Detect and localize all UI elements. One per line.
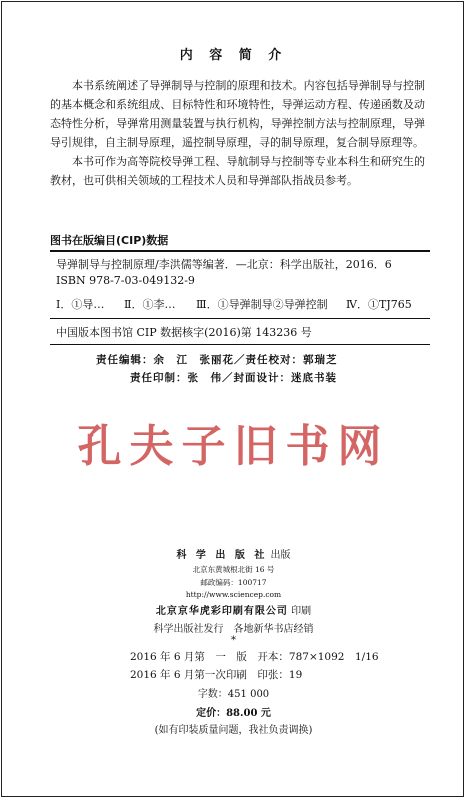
summary-title: 内 容 简 介 — [179, 48, 288, 63]
cip-isbn: ISBN 978-7-03-049132-9 — [56, 274, 195, 287]
cip-class-2: Ⅱ．①李… — [124, 298, 176, 311]
cip-record: 中国版本图书馆 CIP 数据核字(2016)第 143236 号 — [56, 326, 312, 339]
edition-line: 2016 年 6 月第 一 版 开本：787×1092 1/16 — [130, 651, 379, 663]
word-count: 字数：451 000 — [197, 689, 270, 700]
summary-text — [50, 76, 425, 190]
printing-line: 2016 年 6 月第一次印刷 印张：19 — [130, 669, 303, 681]
summary-paragraph-1: 本书系统阐述了导弹制导与控制的原理和技术。内容包括导弹制导与控制的基本概念和系统组成、目标特性和环境特性，导弹运动方程、传递函数及动态特性分析，导弹常用测量装置与执行机构，导弹控制方法与控制原理，导弹导引规律，自主制导原理，遥控制导原理，寻的制导原理，复合制导原理等。 — [50, 79, 425, 149]
quality-notice: (如有印装质量问题，我社负责调换) — [154, 725, 313, 736]
cip-rule-bottom — [50, 344, 430, 345]
publisher-website: http://www.sciencep.com — [185, 590, 282, 599]
divider-star: * — [231, 635, 236, 646]
publisher-name: 科 学 出 版 社 — [176, 550, 268, 561]
printer-suffix: 印刷 — [287, 606, 312, 617]
cip-class-4: Ⅳ．①TJ765 — [346, 298, 412, 311]
cip-heading: 图书在版编目(CIP)数据 — [50, 234, 169, 247]
publisher-address: 北京东黄城根北街 16 号 — [192, 565, 275, 574]
publisher-line — [0, 546, 467, 561]
distribution-line: 科学出版社发行 各地新华书店经销 — [153, 624, 314, 635]
cip-rule-middle — [50, 318, 430, 319]
watermark: 孔夫子旧书网 — [77, 421, 390, 472]
summary-paragraph-2: 本书可作为高等院校导弹工程、导航制导与控制等专业本科生和研究生的教材，也可供相关领域的工程技术人员和导弹部队指战员参考。 — [50, 155, 425, 187]
publisher-suffix: 出版 — [267, 550, 291, 561]
cip-class-1: Ⅰ．①导… — [56, 298, 105, 311]
publisher-postcode: 邮政编码：100717 — [200, 578, 267, 587]
printer-name: 北京京华虎彩印刷有限公司 — [155, 606, 288, 617]
cip-rule-top — [50, 250, 430, 252]
credits-editors: 责任编辑：余 江 张丽花／责任校对：郭瑞芝 — [96, 354, 338, 366]
cip-class-3: Ⅲ．①导弹制导②导弹控制 — [196, 298, 328, 311]
printer-line — [0, 602, 467, 617]
cip-title-line: 导弹制导与控制原理/李洪儒等编著．—北京：科学出版社，2016．6 — [56, 258, 392, 271]
price: 定价：88.00 元 — [196, 708, 271, 719]
credits-production: 责任印制：张 伟／封面设计：迷底书装 — [130, 372, 337, 384]
